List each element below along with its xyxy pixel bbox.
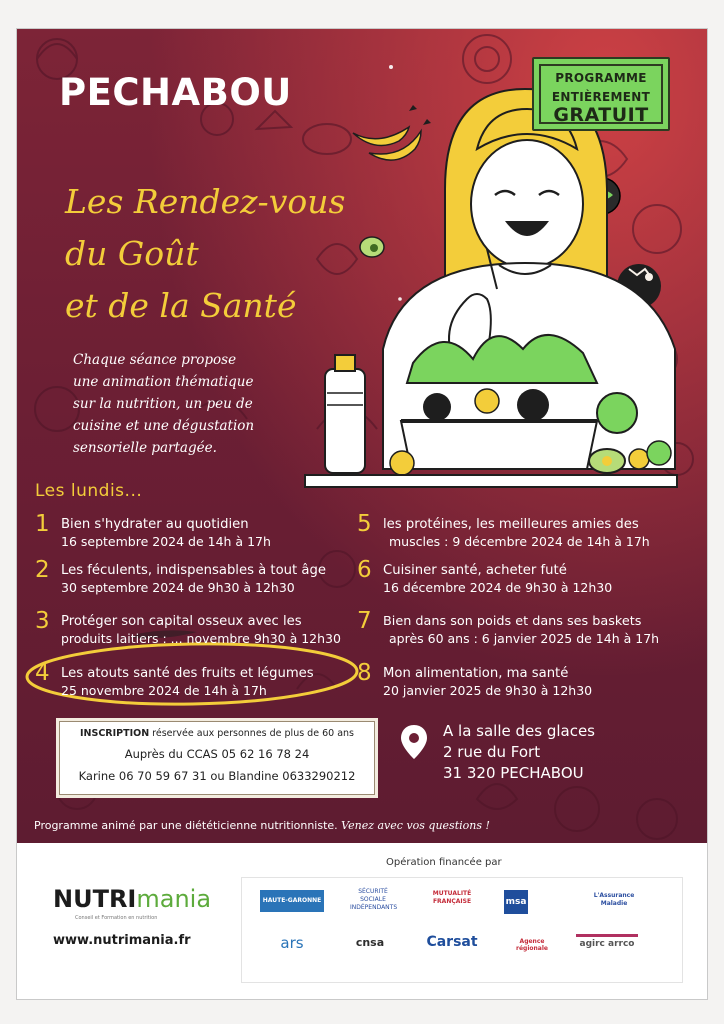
session-topic: Les féculents, indispensables à tout âge: [61, 563, 326, 578]
table-shelf: [305, 475, 677, 487]
partner-logo-ars: ars: [280, 934, 304, 952]
intro-text: [73, 349, 313, 459]
partner-logo-msa: msa: [504, 890, 528, 914]
partner-logo-securite-sociale: SÉCURITÉ SOCIALE INDÉPENDANTS: [350, 888, 398, 911]
inscription-label: INSCRIPTION: [80, 728, 150, 739]
headline-line-1: Les Rendez-vous: [65, 182, 346, 221]
poster: [17, 29, 708, 843]
partner-logo-agirc-arrco: agirc arrco: [576, 934, 638, 953]
location-pin-icon: [401, 725, 427, 759]
intro-line: sensorielle partagée.: [73, 440, 217, 456]
partner-logo-mutualite: MUTUALITÉ FRANÇAISE: [432, 890, 472, 905]
days-label: Les lundis...: [35, 481, 143, 501]
session-date: 16 septembre 2024 de 14h à 17h: [61, 534, 271, 549]
session-number: 6: [357, 557, 372, 583]
dietitian-note: Programme animé par une diététicienne nutritionniste.: [34, 819, 338, 832]
session-number: 5: [357, 511, 372, 537]
brand-light: mania: [136, 885, 212, 913]
inscription-box: [59, 721, 375, 795]
partner-logo-cnsa: cnsa: [355, 936, 385, 949]
brand-tagline: Conseil et Formation en nutrition: [75, 915, 158, 921]
partner-logo-assurance-maladie: L'Assurance Maladie: [593, 892, 635, 907]
bottle-illustration: [325, 355, 365, 473]
inscription-condition: réservée aux personnes de plus de 60 ans: [149, 728, 354, 739]
partner-logo-agence: Agence régionale: [516, 938, 548, 952]
intro-line: cuisine et une dégustation: [73, 418, 255, 434]
funding-footer: [17, 843, 708, 1000]
headline-line-3: et de la Santé: [65, 286, 297, 325]
session-date: 16 décembre 2024 de 9h30 à 12h30: [383, 580, 613, 595]
phone-contacts: Karine 06 70 59 67 31 ou Blandine 0633290212: [78, 769, 356, 783]
questions-note: Venez avec vos questions !: [341, 819, 490, 832]
badge-line-3: GRATUIT: [553, 104, 649, 126]
session-date: 20 janvier 2025 de 9h30 à 12h30: [383, 683, 593, 698]
session-date: 30 septembre 2024 de 9h30 à 12h30: [61, 580, 295, 595]
free-program-badge: [532, 57, 670, 131]
session-topic: Cuisiner santé, acheter futé: [383, 563, 567, 578]
nutrimania-link[interactable]: www.nutrimania.fr: [53, 933, 191, 948]
partner-logo-haute-garonne: HAUTE-GARONNE: [260, 890, 324, 912]
venue-name: A la salle des glaces: [443, 722, 595, 740]
avocado-illustration: [360, 237, 384, 257]
session-number: 1: [35, 511, 50, 537]
badge-line-2: ENTIÈREMENT: [551, 90, 651, 104]
session-number: 3: [35, 608, 50, 634]
session-topic: Bien dans son poids et dans ses baskets: [383, 614, 642, 629]
nutrimania-logo: [53, 885, 211, 913]
session-number: 4: [35, 660, 50, 686]
session-number: 2: [35, 557, 50, 583]
session-date: 25 novembre 2024 de 14h à 17h: [61, 683, 267, 698]
program-footer-note: [34, 819, 490, 832]
financed-by-label: Opération financée par: [386, 857, 502, 868]
session-topic: Les atouts santé des fruits et légumes: [61, 666, 314, 681]
session-date: muscles : 9 décembre 2024 de 14h à 17h: [389, 534, 650, 549]
headline-line-2: du Goût: [65, 234, 199, 273]
partner-logos: [241, 877, 683, 983]
inscription-heading: [60, 728, 374, 739]
session-topic: Bien s'hydrater au quotidien: [61, 517, 249, 532]
session-topic: les protéines, les meilleures amies des: [383, 517, 639, 532]
intro-line: une animation thématique: [73, 374, 254, 390]
venue-address: [443, 721, 595, 784]
venue-street: 2 rue du Fort: [443, 743, 541, 761]
session-date: produits laitiers : ... novembre 9h30 à 12h30: [61, 631, 341, 646]
session-number: 8: [357, 660, 372, 686]
brand-bold: NUTRI: [53, 885, 137, 913]
session-topic: Protéger son capital osseux avec les: [61, 614, 302, 629]
intro-line: Chaque séance propose: [73, 352, 237, 368]
session-number: 7: [357, 608, 372, 634]
session-date: après 60 ans : 6 janvier 2025 de 14h à 17h: [389, 631, 660, 646]
venue-city: 31 320 PECHABOU: [443, 764, 584, 782]
ccas-contact: Auprès du CCAS 05 62 16 78 24: [124, 747, 310, 761]
badge-line-1: PROGRAMME: [555, 71, 647, 85]
intro-line: sur la nutrition, un peu de: [73, 396, 253, 412]
flyer-sheet: [16, 28, 708, 1000]
banana-illustration: [353, 105, 431, 160]
partner-logo-carsat: Carsat: [426, 934, 478, 950]
town-title: PECHABOU: [59, 71, 292, 114]
headline: [65, 176, 345, 332]
session-topic: Mon alimentation, ma santé: [383, 666, 569, 681]
